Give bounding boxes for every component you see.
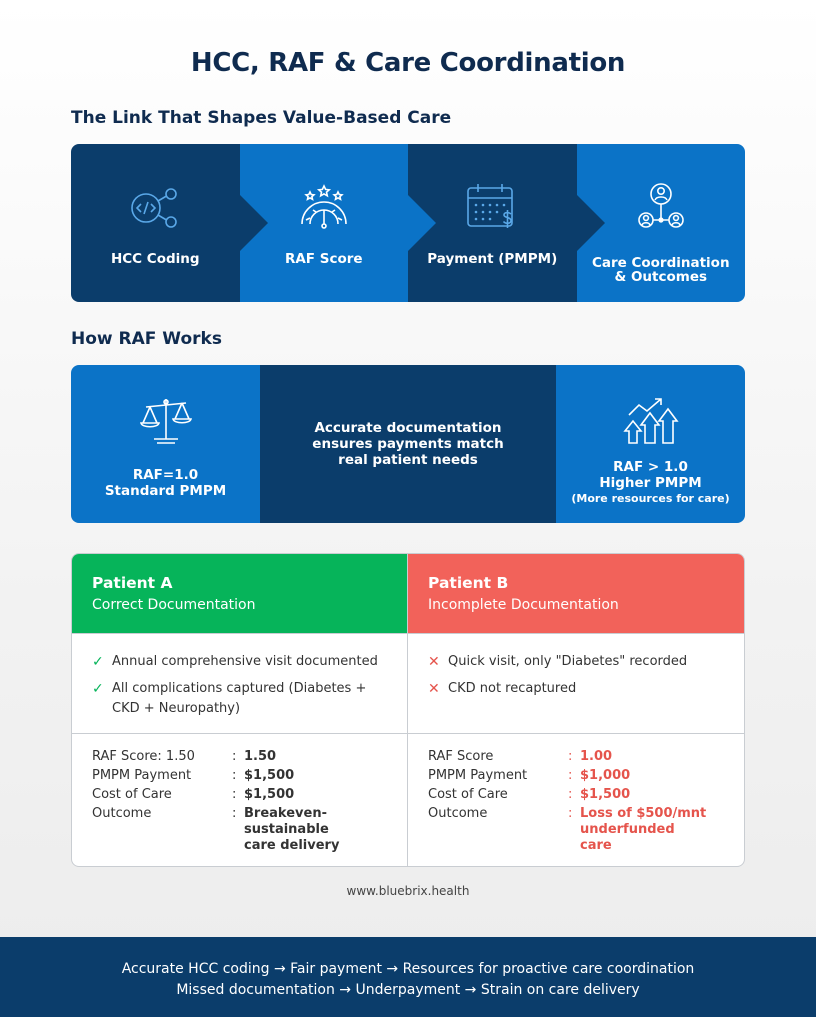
- flow-step-hcc-coding: [71, 144, 240, 302]
- list-item-text: All complications captured (Diabetes + CKD + Neuropathy): [112, 681, 367, 716]
- raf-explanation-line1: Accurate documentation: [314, 420, 502, 436]
- patient-b-header: [408, 554, 744, 634]
- stat-colon: :: [232, 768, 237, 783]
- gauge-stars-icon: [296, 180, 352, 236]
- stat-label: Outcome: [428, 806, 488, 821]
- raf-explanation-line3: real patient needs: [338, 452, 478, 468]
- list-item-text: Quick visit, only "Diabetes" recorded: [448, 654, 688, 669]
- stat-row: [428, 768, 724, 784]
- stat-label: Outcome: [92, 806, 152, 821]
- footer-banner: [0, 937, 816, 1017]
- calendar-dollar-icon: [464, 180, 520, 236]
- flow-label-care-line2: & Outcomes: [614, 269, 708, 285]
- stat-row: [428, 749, 724, 765]
- patient-a-column: [72, 554, 408, 866]
- raf-standard-panel: [71, 365, 260, 523]
- people-network-icon: [633, 180, 689, 236]
- patient-b-list: [408, 634, 744, 734]
- patient-b-subtitle: Incomplete Documentation: [428, 597, 619, 613]
- list-item: [92, 679, 387, 719]
- patient-b-name: Patient B: [428, 574, 509, 592]
- raf-explainer: [71, 365, 745, 523]
- check-icon: ✓: [92, 681, 104, 697]
- list-item-text: Annual comprehensive visit documented: [112, 654, 378, 669]
- raf-higher-label: Higher PMPM: [599, 475, 702, 491]
- upward-arrows-icon: [623, 393, 679, 449]
- stat-row: [92, 806, 387, 854]
- patient-b-stats: [408, 734, 744, 854]
- stat-label: RAF Score: [428, 749, 494, 764]
- patient-a-list: [72, 634, 407, 734]
- stat-label: RAF Score: 1.50: [92, 749, 195, 764]
- patient-comparison: [71, 553, 745, 867]
- flow-label-payment: Payment (PMPM): [427, 251, 558, 267]
- flow-label-care: [585, 256, 738, 284]
- stat-row: [92, 749, 387, 765]
- balance-scale-icon: [138, 393, 194, 449]
- stat-colon: :: [232, 787, 237, 802]
- stat-value: $1,000: [580, 768, 631, 783]
- raf-higher-panel: [556, 365, 745, 523]
- stat-value: $1,500: [244, 768, 295, 783]
- cross-icon: ✕: [428, 681, 440, 697]
- flow-label-care-line1: Care Coordination: [591, 255, 730, 271]
- list-item: [428, 679, 724, 699]
- stat-row: [92, 768, 387, 784]
- stat-label: Cost of Care: [428, 787, 508, 802]
- cross-icon: ✕: [428, 654, 440, 670]
- raf-standard-text: [71, 467, 260, 499]
- flow-label-raf: RAF Score: [284, 251, 363, 267]
- stat-label: PMPM Payment: [92, 768, 192, 783]
- patient-b-column: [408, 554, 744, 866]
- value-chain-flow: [71, 144, 745, 302]
- stat-row: [428, 806, 724, 854]
- raf-standard-value: RAF=1.0: [132, 467, 199, 483]
- stat-value: $1,500: [244, 787, 295, 802]
- stat-colon: :: [232, 806, 237, 821]
- link-section-heading: The Link That Shapes Value-Based Care: [71, 108, 452, 128]
- patient-a-stats: [72, 734, 407, 854]
- raf-explanation-line2: ensures payments match: [312, 436, 504, 452]
- stat-value: 1.50: [244, 749, 277, 764]
- stat-colon: :: [568, 787, 573, 802]
- page-title: HCC, RAF & Care Coordination: [190, 48, 626, 78]
- patient-a-name: Patient A: [92, 574, 173, 592]
- chevron-right-icon: [408, 195, 436, 251]
- code-share-icon: [127, 180, 183, 236]
- stat-label: Cost of Care: [92, 787, 172, 802]
- stat-label: PMPM Payment: [428, 768, 528, 783]
- flow-label-hcc: HCC Coding: [110, 251, 200, 267]
- patient-a-subtitle: Correct Documentation: [92, 597, 256, 613]
- stat-colon: :: [568, 806, 573, 821]
- stat-colon: :: [568, 749, 573, 764]
- patient-a-header: [72, 554, 407, 634]
- raf-higher-note: (More resources for care): [571, 492, 730, 505]
- list-item: [92, 652, 387, 672]
- stat-value: $1,500: [580, 787, 631, 802]
- website-link[interactable]: www.bluebrix.health: [346, 884, 470, 898]
- raf-higher-text: [556, 459, 745, 507]
- list-item: [428, 652, 724, 672]
- stat-value: 1.00: [580, 749, 613, 764]
- check-icon: ✓: [92, 654, 104, 670]
- footer-line1: Accurate HCC coding → Fair payment → Resources for proactive care coordination: [121, 961, 695, 977]
- chevron-right-icon: [240, 195, 268, 251]
- stat-colon: :: [568, 768, 573, 783]
- stat-row: [428, 787, 724, 803]
- raf-higher-value: RAF > 1.0: [613, 459, 688, 475]
- stat-value: Loss of $500/mnt underfunded care: [580, 806, 707, 853]
- footer-line2: Missed documentation → Underpayment → Strain on care delivery: [176, 982, 640, 998]
- list-item-text: CKD not recaptured: [448, 681, 577, 696]
- raf-standard-label: Standard PMPM: [104, 483, 227, 499]
- chevron-right-icon: [577, 195, 605, 251]
- stat-colon: :: [232, 749, 237, 764]
- raf-section-heading: How RAF Works: [71, 329, 222, 349]
- raf-explanation: [260, 365, 556, 523]
- stat-row: [92, 787, 387, 803]
- stat-value: Breakeven- sustainable care delivery: [244, 806, 340, 853]
